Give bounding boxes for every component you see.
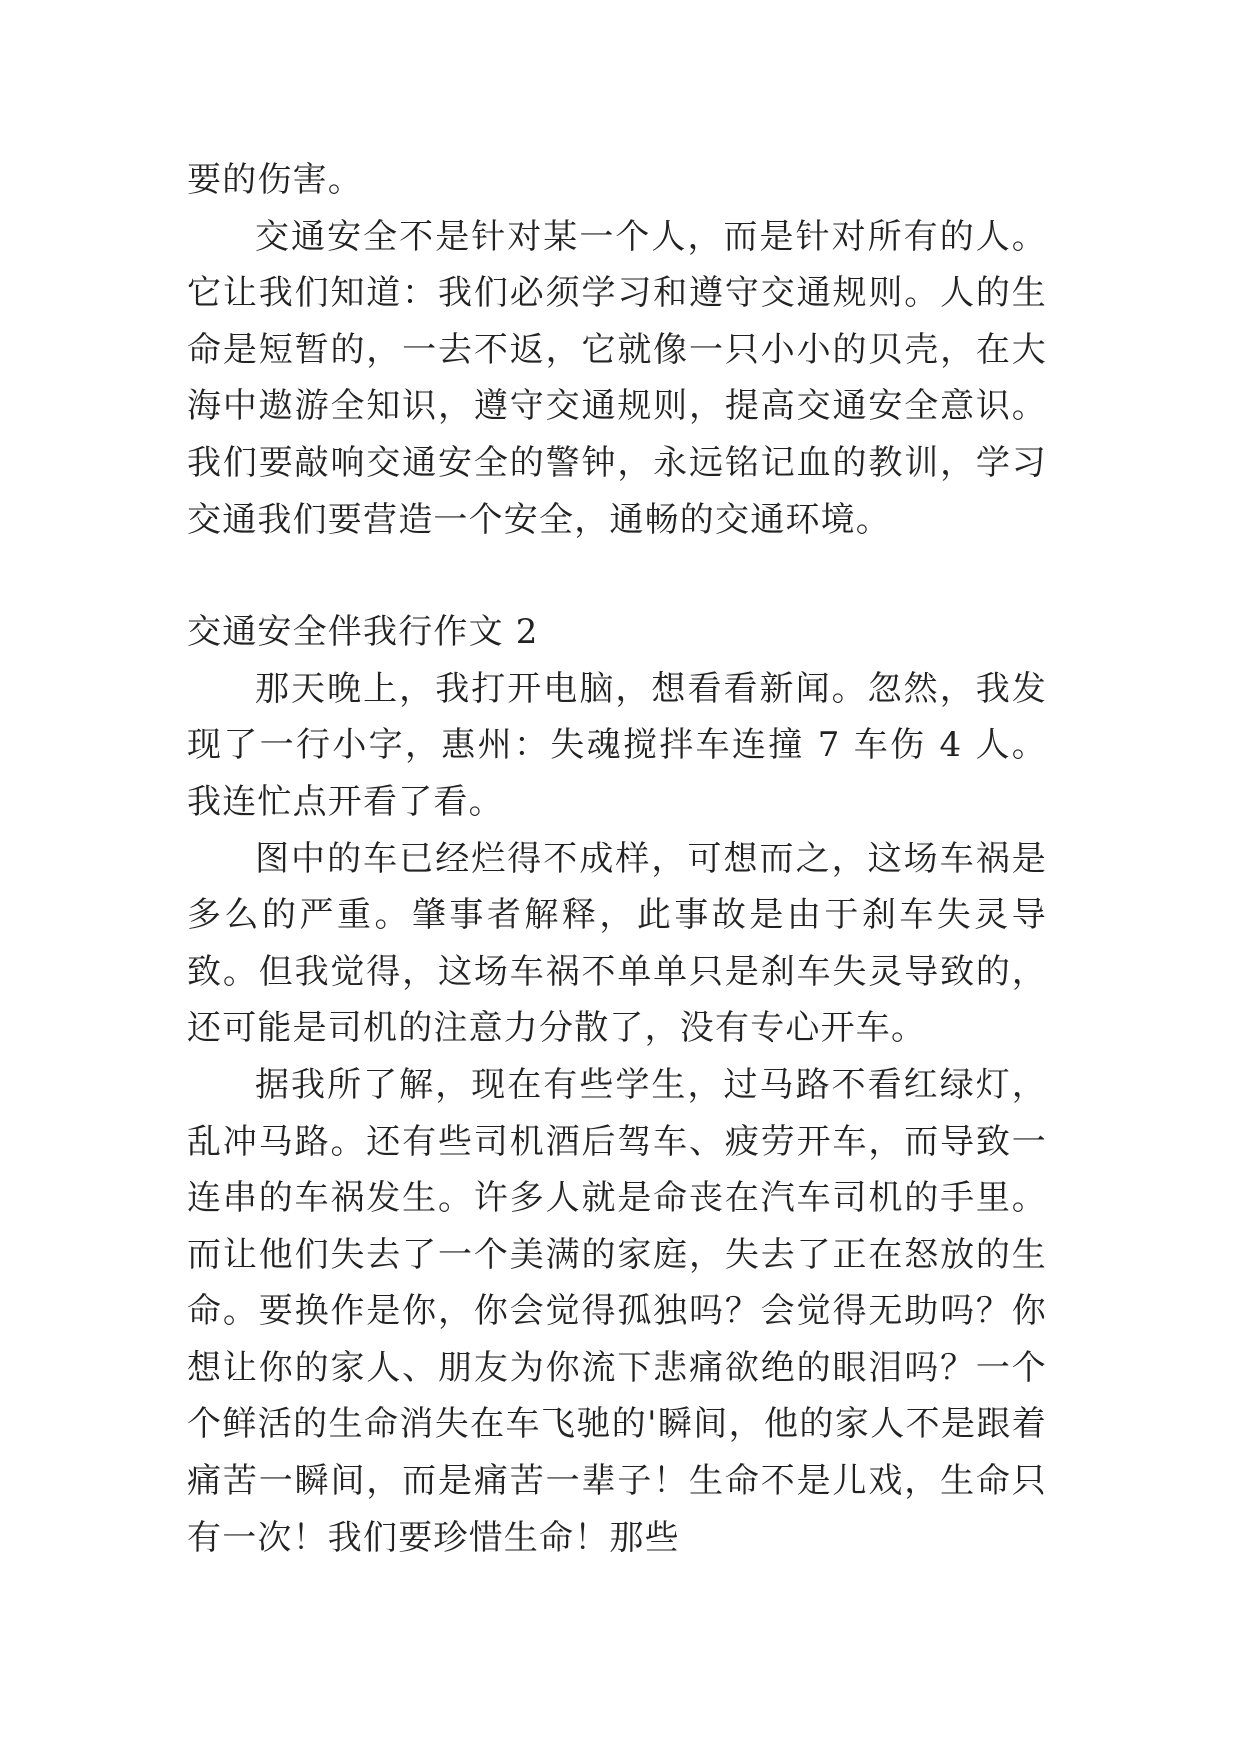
paragraph-reflection: 据我所了解，现在有些学生，过马路不看红绿灯，乱冲马路。还有些司机酒后驾车、疲劳开车，而导致一连串的车祸发生。许多人就是命丧在汽车司机的手里。而让他们失去了一个美满的家庭，失去了正在怒放的生命。要换作是你，你会觉得孤独吗？会觉得无助吗？你想让你的家人、朋友为你流下悲痛欲绝的眼泪吗？一个个鲜活的生命消失在车飞驰的'瞬间，他的家人不是跟着痛苦一瞬间，而是痛苦一辈子！生命不是儿戏，生命只有一次！我们要珍惜生命！那些 <box>187 1064 1047 1558</box>
section-spacer <box>187 548 1047 604</box>
paragraph-news-discovery: 那天晚上，我打开电脑，想看看新闻。忽然，我发现了一行小字，惠州：失魂搅拌车连撞 7 车伤 4 人。我连忙点开看了看。 <box>187 668 1047 822</box>
essay-heading: 交通安全伴我行作文 2 <box>187 612 539 653</box>
paragraph-traffic-safety-for-all: 交通安全不是针对某一个人，而是针对所有的人。它让我们知道：我们必须学习和遵守交通规则。人的生命是短暂的，一去不返，它就像一只小小的贝壳，在大海中遨游全知识，遵守交通规则，提高交通安全意识。我们要敲响交通安全的警钟，永远铭记血的教训，学习交通我们要营造一个安全，通畅的交通环境。 <box>187 216 1047 540</box>
paragraph-accident-description: 图中的车已经烂得不成样，可想而之，这场车祸是多么的严重。肇事者解释，此事故是由于刹车失灵导致。但我觉得，这场车祸不单单只是刹车失灵导致的，还可能是司机的注意力分散了，没有专心开车。 <box>187 838 1047 1049</box>
paragraph-continuation: 要的伤害。 <box>187 160 363 200</box>
document-body <box>187 152 1047 1566</box>
